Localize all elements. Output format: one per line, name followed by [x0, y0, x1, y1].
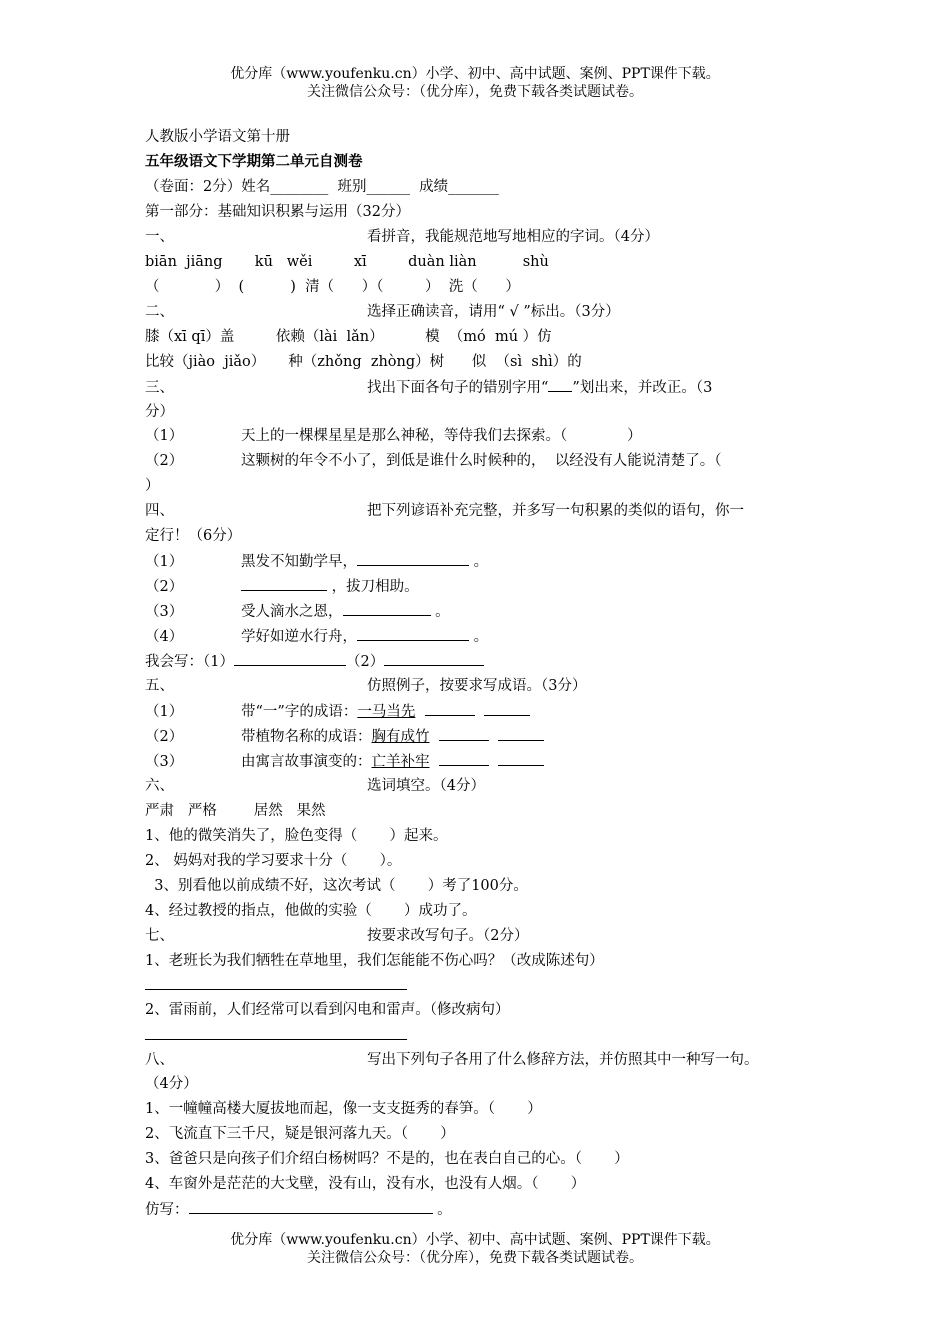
- question-1-blanks: （ ） ( ) 清（ ）（ ） 洗（ ）: [145, 279, 520, 295]
- item-number: （3）: [145, 754, 184, 770]
- write-label: 我会写：（1）: [145, 654, 234, 670]
- question-1-pinyin: biān jiāng kū wěi xī duàn liàn shù: [145, 254, 549, 270]
- answer-blank[interactable]: [357, 551, 469, 566]
- answer-blank[interactable]: [439, 726, 489, 741]
- idiom-item-3: [145, 751, 544, 772]
- sentence-number: （2）: [145, 453, 184, 469]
- sentence-text: 这颗树的年令不小了，到低是谁什么时候种的， 以经没有人能说清楚了。（: [241, 453, 722, 469]
- question-2: [145, 302, 620, 322]
- rhetoric-sentence-1: 1、一幢幢高楼大厦拔地而起，像一支支挺秀的春笋。（ ）: [145, 1101, 542, 1117]
- rhetoric-sentence-4: 4、车窗外是茫茫的大戈壁，没有山，没有水，也没有人烟。（ ）: [145, 1176, 586, 1192]
- rewrite-sentence-1: 1、老班长为我们牺牲在草地里，我们怎能能不伤心吗？（改成陈述句）: [145, 953, 604, 969]
- question-3-text-cont: 分）: [145, 404, 174, 420]
- question-1: [145, 227, 659, 247]
- answer-line[interactable]: [145, 989, 407, 990]
- proverb-end: 。: [473, 554, 489, 570]
- imitate-end: 。: [437, 1202, 452, 1218]
- question-3-text-b: ”划出来，并改正。（3: [572, 380, 713, 396]
- answer-blank[interactable]: [357, 626, 469, 641]
- question-4-number: 四、: [145, 503, 174, 519]
- question-6: [145, 776, 485, 796]
- question-3-number: 三、: [145, 380, 174, 396]
- footer-line-1: 优分库（www.youfenku.cn）小学、初中、高中试题、案例、PPT课件下载。: [230, 1232, 720, 1248]
- question-4-text: 把下列谚语补充完整，并多写一句积累的类似的语句，你一: [367, 503, 744, 519]
- fill-sentence-3: 3、别看他以前成绩不好，这次考试（ ）考了100分。: [145, 878, 528, 894]
- rewrite-sentence-2: 2、雷雨前，人们经常可以看到闪电和雷声。（修改病句）: [145, 1002, 510, 1018]
- fill-sentence-1: 1、他的微笑消失了，脸色变得（ ）起来。: [145, 828, 448, 844]
- proverb-end: 。: [435, 604, 450, 620]
- proverb-item-2: [145, 576, 419, 597]
- idiom-prompt: 由寓言故事演变的：: [241, 754, 372, 770]
- question-3-sentence-1: [145, 426, 642, 446]
- part-one-heading: 第一部分：基础知识积累与运用（32分）: [145, 204, 410, 220]
- answer-blank[interactable]: [484, 701, 530, 716]
- question-2-row-1: 膝（xī qī）盖 依赖（lài lǎn） 模 （mó mú ）仿: [145, 329, 552, 345]
- proverb-start: 学好如逆水行舟，: [241, 629, 357, 645]
- question-6-number: 六、: [145, 778, 174, 794]
- answer-blank[interactable]: [234, 651, 346, 666]
- proverb-item-4: [145, 626, 488, 647]
- rhetoric-sentence-3: 3、爸爸只是向孩子们介绍白杨树吗？不是的，也在表白自己的心。（ ）: [145, 1151, 629, 1167]
- page-title: 五年级语文下学期第二单元自测卷: [145, 153, 363, 170]
- question-6-text: 选词填空。（4分）: [367, 778, 485, 794]
- question-7-number: 七、: [145, 928, 174, 944]
- item-number: （3）: [145, 604, 184, 620]
- footer-line-2: 关注微信公众号：（优分库），免费下载各类试题试卷。: [307, 1250, 643, 1266]
- answer-blank[interactable]: [498, 726, 544, 741]
- question-3-sentence-2: [145, 451, 721, 471]
- answer-blank[interactable]: [498, 751, 544, 766]
- question-3-sentence-2-cont: ）: [145, 478, 160, 494]
- proverb-end: ，拔刀相助。: [331, 579, 419, 595]
- write-own-line: [145, 651, 484, 672]
- idiom-example: 胸有成竹: [371, 729, 430, 745]
- item-number: （2）: [145, 729, 184, 745]
- answer-blank[interactable]: [241, 576, 327, 591]
- question-3: [145, 377, 712, 398]
- question-5-number: 五、: [145, 678, 174, 694]
- question-4-text-cont: 定行！（6分）: [145, 528, 242, 544]
- proverb-start: 黑发不知勤学早，: [241, 554, 357, 570]
- answer-blank[interactable]: [189, 1199, 433, 1214]
- header-line-1: 优分库（www.youfenku.cn）小学、初中、高中试题、案例、PPT课件下载。: [230, 66, 720, 82]
- question-5: [145, 676, 586, 696]
- question-2-row-2: 比较（jiào jiǎo） 种（zhǒng zhòng）树 似 （sì shì）的: [145, 354, 582, 370]
- edition-label: 人教版小学语文第十册: [145, 129, 290, 145]
- rhetoric-sentence-2: 2、飞流直下三千尺，疑是银河落九天。（ ）: [145, 1126, 455, 1142]
- proverb-start: 受人滴水之恩，: [241, 604, 343, 620]
- imitate-label: 仿写：: [145, 1202, 189, 1218]
- proverb-item-1: [145, 551, 488, 572]
- underline-sample: [548, 377, 572, 392]
- question-8-number: 八、: [145, 1052, 174, 1068]
- item-number: （4）: [145, 629, 184, 645]
- idiom-prompt: 带植物名称的成语：: [241, 729, 372, 745]
- question-8-text-cont: （4分）: [145, 1076, 198, 1092]
- question-5-text: 仿照例子，按要求写成语。（3分）: [367, 678, 587, 694]
- answer-blank[interactable]: [425, 701, 475, 716]
- idiom-example: 亡羊补牢: [371, 754, 430, 770]
- answer-blank[interactable]: [384, 651, 484, 666]
- question-1-number: 一、: [145, 229, 174, 245]
- item-number: （1）: [145, 704, 184, 720]
- question-1-text: 看拼音，我能规范地写地相应的字词。（4分）: [367, 229, 659, 245]
- proverb-item-3: [145, 601, 450, 622]
- header-line-2: 关注微信公众号：（优分库），免费下载各类试题试卷。: [307, 84, 643, 100]
- question-7-text: 按要求改写句子。（2分）: [367, 928, 529, 944]
- question-8-text: 写出下列句子各用了什么修辞方法，并仿照其中一种写一句。: [367, 1052, 759, 1068]
- write-label-2: （2）: [345, 654, 385, 670]
- answer-line[interactable]: [145, 1039, 407, 1040]
- idiom-prompt: 带“一”字的成语：: [241, 704, 358, 720]
- idiom-example: 一马当先: [357, 704, 416, 720]
- item-number: （1）: [145, 554, 184, 570]
- student-info-line: （卷面：2分）姓名________ 班别______ 成绩_______: [145, 179, 499, 195]
- answer-blank[interactable]: [439, 751, 489, 766]
- question-2-number: 二、: [145, 304, 174, 320]
- item-number: （2）: [145, 579, 184, 595]
- fill-sentence-2: 2、 妈妈对我的学习要求十分（ ）。: [145, 853, 402, 869]
- fill-sentence-4: 4、经过教授的指点，他做的实验（ ）成功了。: [145, 903, 477, 919]
- question-8: [145, 1050, 759, 1070]
- proverb-end: 。: [473, 629, 489, 645]
- imitate-line: [145, 1199, 452, 1220]
- question-4: [145, 501, 744, 521]
- word-choices: 严肃 严格 居然 果然: [145, 803, 326, 819]
- idiom-item-1: [145, 701, 530, 722]
- question-7: [145, 926, 528, 946]
- question-3-text-a: 找出下面各句子的错别字用“: [367, 380, 549, 396]
- idiom-item-2: [145, 726, 544, 747]
- question-2-text: 选择正确读音，请用“ √ ”标出。（3分）: [367, 304, 620, 320]
- answer-blank[interactable]: [343, 601, 431, 616]
- sentence-number: （1）: [145, 428, 184, 444]
- sentence-text: 天上的一棵棵星星是那么神秘，等侍我们去探索。（ ）: [241, 428, 642, 444]
